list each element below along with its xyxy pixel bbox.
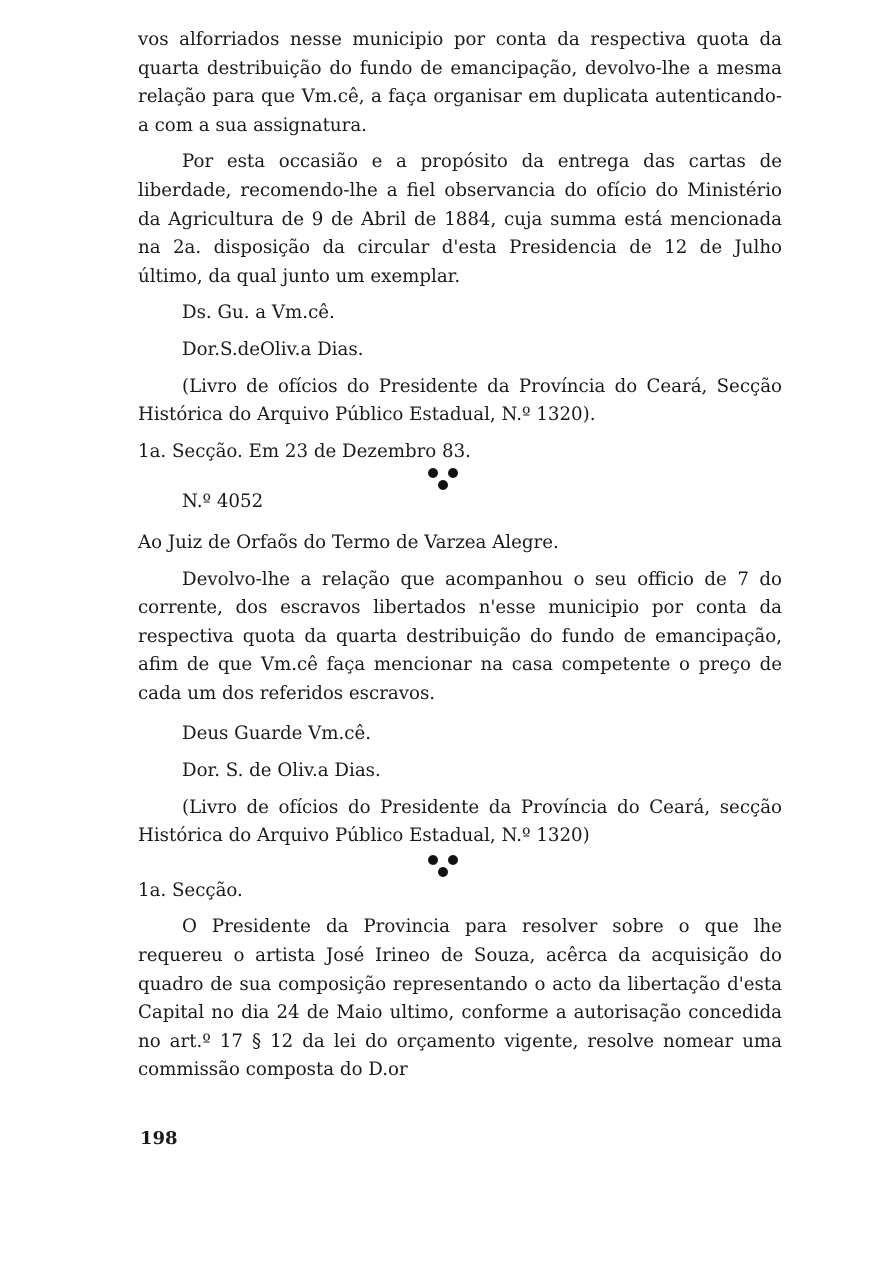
addressee-line: Ao Juiz de Orfaõs do Termo de Varzea Alegre. <box>138 531 559 553</box>
paragraph-return-list: Devolvo-lhe a relação que acompanhou o seu officio de 7 do corrente, dos escravos libertados n'esse municipio por conta da respectiva quota da quarta destribuição do fundo de emancipação, afim de que Vm.cê faça mencionar na casa competente o preço de cada um dos referidos escravos. <box>138 568 782 704</box>
document-page <box>138 26 782 1085</box>
source-citation-2: (Livro de ofícios do Presidente da Província do Ceará, secção Histórica do Arquivo Público Estadual, N.º 1320) <box>138 796 782 847</box>
ornament-divider-2 <box>428 853 468 879</box>
signature-2: Dor. S. de Oliv.a Dias. <box>182 760 381 782</box>
ornament-divider <box>428 466 468 492</box>
paragraph-president-commission: O Presidente da Provincia para resolver sobre o que lhe requereu o artista José Irineo de Souza, acêrca da acquisição do quadro de sua composição representando o acto da libertação d'esta Capital no dia 24 de Maio ultimo, conforme a autorisação concedida no art.º 17 § 12 da lei do orçamento vigente, resolve nomear uma commissão composta do D.or <box>138 916 782 1081</box>
signature: Dor.S.deOliv.a Dias. <box>182 338 364 360</box>
source-citation: (Livro de ofícios do Presidente da Província do Ceará, Secção Histórica do Arquivo Público Estadual, N.º 1320). <box>138 375 782 426</box>
paragraph-recommendation: Por esta occasião e a propósito da entrega das cartas de liberdade, recomendo-lhe a fiel observancia do ofício do Ministério da Agricultura de 9 de Abril de 1884, cuja summa está mencionada na 2a. disposição da circular d'esta Presidencia de 12 de Julho último, da qual junto um exemplar. <box>138 151 782 287</box>
page-number: 198 <box>140 1128 178 1149</box>
closing-greeting-2: Deus Guarde Vm.cê. <box>182 723 372 745</box>
closing-greeting: Ds. Gu. a Vm.cê. <box>182 302 335 324</box>
section-line: 1a. Secção. <box>138 879 243 901</box>
document-number: N.º 4052 <box>182 491 264 513</box>
paragraph-letter-continuation: vos alforriados nesse municipio por conta da respectiva quota da quarta destribuição do fundo de emancipação, devolvo-lhe a mesma relação para que Vm.cê, a faça organisar em duplicata autenticando-a com a sua assignatura. <box>138 29 782 136</box>
section-date-line: 1a. Secção. Em 23 de Dezembro 83. <box>138 440 471 462</box>
